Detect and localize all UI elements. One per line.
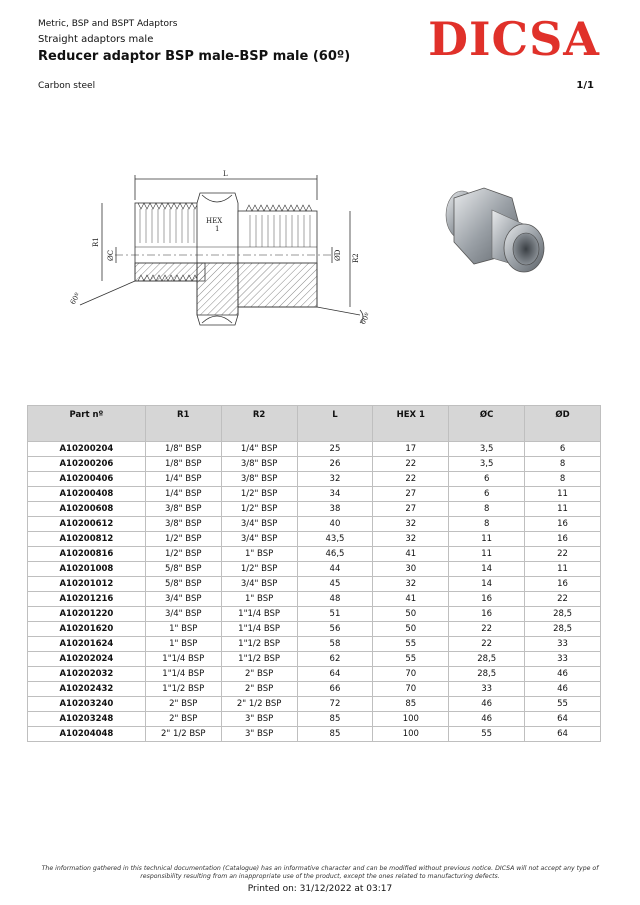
l-cell: 38 [297, 502, 373, 517]
r1-cell: 1"1/2 BSP [145, 682, 221, 697]
hex1-cell: 32 [373, 532, 449, 547]
part-number-cell: A10200206 [28, 457, 146, 472]
svg-text:1: 1 [215, 225, 220, 233]
r2-cell: 1/4" BSP [221, 442, 297, 457]
r1-cell: 1/2" BSP [145, 532, 221, 547]
r1-cell: 1" BSP [145, 637, 221, 652]
part-number-cell: A10200406 [28, 472, 146, 487]
table-row [28, 577, 601, 592]
dia-c-cell: 3,5 [449, 457, 525, 472]
r2-cell: 1/2" BSP [221, 562, 297, 577]
r2-cell: 3/4" BSP [221, 532, 297, 547]
part-number-cell: A10203248 [28, 712, 146, 727]
hex1-cell: 41 [373, 547, 449, 562]
table-row [28, 547, 601, 562]
table-row [28, 607, 601, 622]
svg-text:ØC: ØC [107, 249, 115, 261]
table-header-row [28, 406, 601, 442]
dia-d-cell: 16 [525, 577, 601, 592]
col-r2: R2 [221, 406, 297, 442]
svg-text:60º: 60º [68, 291, 82, 306]
col-l: L [297, 406, 373, 442]
l-cell: 51 [297, 607, 373, 622]
r2-cell: 1"1/4 BSP [221, 607, 297, 622]
svg-text:ØD: ØD [334, 249, 342, 261]
table-row [28, 457, 601, 472]
dia-c-cell: 6 [449, 487, 525, 502]
product-render-image [432, 180, 552, 280]
dia-c-cell: 28,5 [449, 652, 525, 667]
part-number-cell: A10201624 [28, 637, 146, 652]
table-row [28, 562, 601, 577]
hex1-cell: 32 [373, 577, 449, 592]
l-cell: 85 [297, 712, 373, 727]
table-row [28, 442, 601, 457]
r1-cell: 1/4" BSP [145, 487, 221, 502]
col-dia-d: ØD [525, 406, 601, 442]
l-cell: 34 [297, 487, 373, 502]
l-cell: 46,5 [297, 547, 373, 562]
hex1-cell: 50 [373, 607, 449, 622]
r2-cell: 2" 1/2 BSP [221, 697, 297, 712]
r1-cell: 5/8" BSP [145, 562, 221, 577]
r2-cell: 3" BSP [221, 727, 297, 742]
l-cell: 62 [297, 652, 373, 667]
r1-cell: 1/8" BSP [145, 457, 221, 472]
table-row [28, 592, 601, 607]
hex1-cell: 27 [373, 502, 449, 517]
hex1-cell: 55 [373, 637, 449, 652]
l-cell: 58 [297, 637, 373, 652]
l-cell: 48 [297, 592, 373, 607]
r1-cell: 1"1/4 BSP [145, 652, 221, 667]
r1-cell: 1/8" BSP [145, 442, 221, 457]
r1-cell: 3/4" BSP [145, 607, 221, 622]
dicsa-logo: DICSA [428, 12, 600, 66]
r2-cell: 3" BSP [221, 712, 297, 727]
dia-c-cell: 8 [449, 517, 525, 532]
svg-text:R2: R2 [352, 253, 360, 263]
hex1-cell: 100 [373, 712, 449, 727]
l-cell: 44 [297, 562, 373, 577]
dia-d-cell: 46 [525, 682, 601, 697]
dia-d-cell: 22 [525, 547, 601, 562]
r1-cell: 1/4" BSP [145, 472, 221, 487]
dia-c-cell: 16 [449, 592, 525, 607]
table-row [28, 622, 601, 637]
col-hex1: HEX 1 [373, 406, 449, 442]
r1-cell: 1" BSP [145, 622, 221, 637]
part-number-cell: A10204048 [28, 727, 146, 742]
table-row [28, 502, 601, 517]
r2-cell: 1"1/2 BSP [221, 637, 297, 652]
dia-c-cell: 22 [449, 637, 525, 652]
r1-cell: 3/8" BSP [145, 517, 221, 532]
l-cell: 40 [297, 517, 373, 532]
part-number-cell: A10201216 [28, 592, 146, 607]
l-cell: 26 [297, 457, 373, 472]
dia-c-cell: 11 [449, 547, 525, 562]
r2-cell: 1"1/2 BSP [221, 652, 297, 667]
l-cell: 66 [297, 682, 373, 697]
part-number-cell: A10201012 [28, 577, 146, 592]
r2-cell: 1"1/4 BSP [221, 622, 297, 637]
dia-c-cell: 16 [449, 607, 525, 622]
r1-cell: 5/8" BSP [145, 577, 221, 592]
dia-c-cell: 22 [449, 622, 525, 637]
l-cell: 25 [297, 442, 373, 457]
dia-c-cell: 46 [449, 697, 525, 712]
dia-d-cell: 64 [525, 712, 601, 727]
page-title: Reducer adaptor BSP male-BSP male (60º) [38, 49, 351, 64]
svg-text:60º: 60º [358, 311, 372, 326]
dia-c-cell: 46 [449, 712, 525, 727]
part-number-cell: A10202432 [28, 682, 146, 697]
part-number-cell: A10203240 [28, 697, 146, 712]
dia-d-cell: 8 [525, 472, 601, 487]
table-row [28, 712, 601, 727]
hex1-cell: 85 [373, 697, 449, 712]
part-number-cell: A10201620 [28, 622, 146, 637]
r2-cell: 3/8" BSP [221, 472, 297, 487]
dia-c-cell: 11 [449, 532, 525, 547]
r1-cell: 2" 1/2 BSP [145, 727, 221, 742]
l-cell: 32 [297, 472, 373, 487]
dia-d-cell: 28,5 [525, 622, 601, 637]
dia-d-cell: 28,5 [525, 607, 601, 622]
part-number-cell: A10200204 [28, 442, 146, 457]
svg-text:L: L [223, 170, 228, 178]
disclaimer-text: The information gathered in this technical documentation (Catalogue) has an informative character and can be modified without previous notice. DICSA will not accept any type of responsibility resulting from an inappropriate use of the product, except the ones related to manufacturing defects. [41, 865, 599, 880]
r2-cell: 1" BSP [221, 592, 297, 607]
l-cell: 45 [297, 577, 373, 592]
hex1-cell: 55 [373, 652, 449, 667]
hex1-cell: 22 [373, 457, 449, 472]
table-row [28, 667, 601, 682]
dia-c-cell: 8 [449, 502, 525, 517]
r2-cell: 1" BSP [221, 547, 297, 562]
table-row [28, 637, 601, 652]
dia-d-cell: 6 [525, 442, 601, 457]
hex1-cell: 41 [373, 592, 449, 607]
dia-d-cell: 22 [525, 592, 601, 607]
hex1-cell: 22 [373, 472, 449, 487]
hex1-cell: 17 [373, 442, 449, 457]
dia-d-cell: 11 [525, 502, 601, 517]
r2-cell: 3/4" BSP [221, 517, 297, 532]
dia-d-cell: 64 [525, 727, 601, 742]
material-label: Carbon steel [38, 81, 96, 91]
dia-d-cell: 11 [525, 487, 601, 502]
col-dia-c: ØC [449, 406, 525, 442]
l-cell: 64 [297, 667, 373, 682]
part-number-cell: A10200608 [28, 502, 146, 517]
dia-c-cell: 28,5 [449, 667, 525, 682]
r2-cell: 2" BSP [221, 682, 297, 697]
printed-timestamp: Printed on: 31/12/2022 at 03:17 [247, 884, 393, 894]
col-r1: R1 [145, 406, 221, 442]
r2-cell: 1/2" BSP [221, 487, 297, 502]
technical-drawing [60, 165, 380, 340]
part-number-cell: A10201008 [28, 562, 146, 577]
dia-d-cell: 8 [525, 457, 601, 472]
page-number: 1/1 [576, 80, 594, 91]
r1-cell: 2" BSP [145, 712, 221, 727]
r1-cell: 2" BSP [145, 697, 221, 712]
r1-cell: 3/4" BSP [145, 592, 221, 607]
part-table [27, 405, 601, 742]
table-row [28, 652, 601, 667]
dia-c-cell: 6 [449, 472, 525, 487]
dia-d-cell: 11 [525, 562, 601, 577]
svg-text:R1: R1 [92, 237, 100, 247]
part-number-cell: A10200816 [28, 547, 146, 562]
part-number-cell: A10200612 [28, 517, 146, 532]
table-row [28, 727, 601, 742]
dia-d-cell: 33 [525, 652, 601, 667]
dia-c-cell: 33 [449, 682, 525, 697]
r2-cell: 3/8" BSP [221, 457, 297, 472]
l-cell: 43,5 [297, 532, 373, 547]
table-row [28, 517, 601, 532]
hex1-cell: 32 [373, 517, 449, 532]
part-number-cell: A10200812 [28, 532, 146, 547]
r1-cell: 1"1/4 BSP [145, 667, 221, 682]
subcategory-label: Straight adaptors male [38, 34, 154, 45]
table-row [28, 682, 601, 697]
r1-cell: 3/8" BSP [145, 502, 221, 517]
table-row [28, 487, 601, 502]
col-part-no: Part nº [28, 406, 146, 442]
l-cell: 56 [297, 622, 373, 637]
hex1-cell: 30 [373, 562, 449, 577]
part-number-cell: A10201220 [28, 607, 146, 622]
hex1-cell: 27 [373, 487, 449, 502]
l-cell: 85 [297, 727, 373, 742]
dia-c-cell: 14 [449, 562, 525, 577]
dia-c-cell: 14 [449, 577, 525, 592]
r2-cell: 2" BSP [221, 667, 297, 682]
hex-label: HEX [206, 217, 223, 225]
r2-cell: 1/2" BSP [221, 502, 297, 517]
part-number-cell: A10200408 [28, 487, 146, 502]
l-cell: 72 [297, 697, 373, 712]
dia-d-cell: 16 [525, 517, 601, 532]
category-label: Metric, BSP and BSPT Adaptors [38, 19, 178, 29]
part-number-cell: A10202024 [28, 652, 146, 667]
dia-d-cell: 55 [525, 697, 601, 712]
hex1-cell: 50 [373, 622, 449, 637]
hex1-cell: 100 [373, 727, 449, 742]
hex1-cell: 70 [373, 682, 449, 697]
table-row [28, 697, 601, 712]
dia-d-cell: 33 [525, 637, 601, 652]
r2-cell: 3/4" BSP [221, 577, 297, 592]
hex1-cell: 70 [373, 667, 449, 682]
dia-c-cell: 3,5 [449, 442, 525, 457]
table-row [28, 532, 601, 547]
part-number-cell: A10202032 [28, 667, 146, 682]
table-row [28, 472, 601, 487]
dia-d-cell: 46 [525, 667, 601, 682]
dia-c-cell: 55 [449, 727, 525, 742]
r1-cell: 1/2" BSP [145, 547, 221, 562]
dia-d-cell: 16 [525, 532, 601, 547]
